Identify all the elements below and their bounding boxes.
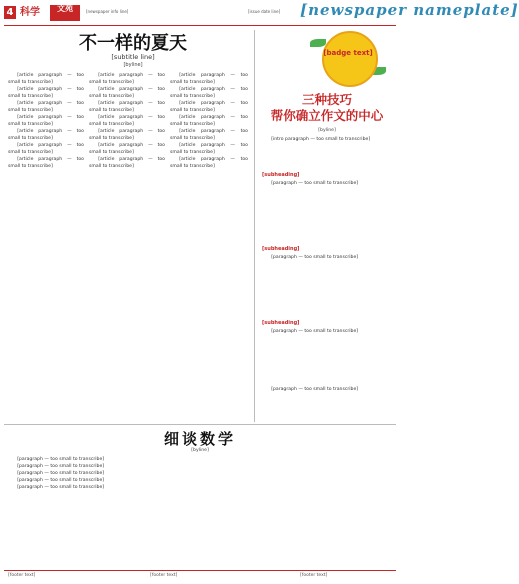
bottom-article-byline: [byline] xyxy=(191,448,209,453)
subheading-3: [subheading] xyxy=(262,320,300,326)
header-rule xyxy=(4,25,396,26)
column-divider xyxy=(254,30,255,422)
paragraph: [article paragraph — too small to transcribe] xyxy=(8,101,84,113)
bottom-article-title: 细谈数学 xyxy=(163,430,236,448)
paragraph: [paragraph — too small to transcribe] xyxy=(17,457,105,462)
paragraph: [article paragraph — too small to transcribe] xyxy=(8,143,84,155)
paragraph: [article paragraph — too small to transcribe] xyxy=(170,87,248,99)
paragraph: [paragraph — too small to transcribe] xyxy=(17,464,105,469)
article-subtitle: [subtitle line] xyxy=(111,53,155,61)
section-tag: 文苑 xyxy=(50,5,80,21)
paragraph: [article paragraph — too small to transcribe] xyxy=(89,73,165,85)
badge-label: [badge text] xyxy=(323,49,373,57)
right-article-byline: [byline] xyxy=(318,128,336,133)
paragraph: [article paragraph — too small to transcribe] xyxy=(89,115,165,127)
paragraph: [article paragraph — too small to transcribe] xyxy=(170,73,248,85)
paragraph: [article paragraph — too small to transcribe] xyxy=(170,143,248,155)
right-para-3 xyxy=(262,328,392,384)
article-title: 不一样的夏天 xyxy=(79,33,187,54)
title-line-2: 帮你确立作文的中心 xyxy=(270,108,384,123)
badge-disc xyxy=(322,31,378,87)
article-byline: [byline] xyxy=(123,62,143,68)
paragraph: [paragraph — too small to transcribe] xyxy=(271,255,359,260)
article-column-3 xyxy=(170,72,248,418)
section-label: 科学 xyxy=(20,7,40,18)
paragraph: [article paragraph — too small to transcribe] xyxy=(8,73,84,85)
header-date: [issue date line] xyxy=(248,9,281,14)
title-line-1: 三种技巧 xyxy=(301,92,352,107)
subheading-1: [subheading] xyxy=(262,172,300,178)
feature-badge xyxy=(300,29,396,89)
paragraph: [paragraph — too small to transcribe] xyxy=(271,387,359,392)
footer-rule xyxy=(4,570,396,571)
footer-left: [footer text] xyxy=(8,573,36,578)
paragraph: [article paragraph — too small to transcribe] xyxy=(8,87,84,99)
page-header xyxy=(0,0,519,27)
article-column-1 xyxy=(8,72,84,418)
leaf-decoration xyxy=(310,39,326,47)
paragraph: [paragraph — too small to transcribe] xyxy=(17,485,105,490)
article-column-2 xyxy=(89,72,165,418)
paragraph: [paragraph — too small to transcribe] xyxy=(17,478,105,483)
paragraph: [intro paragraph — too small to transcribe] xyxy=(271,137,371,142)
paragraph: [paragraph — too small to transcribe] xyxy=(17,471,105,476)
right-article-title xyxy=(262,92,392,124)
footer-right: [footer text] xyxy=(300,573,328,578)
header-info: [newspaper info line] xyxy=(86,9,129,14)
paragraph: [article paragraph — too small to transcribe] xyxy=(170,129,248,141)
right-intro xyxy=(262,136,392,170)
paragraph: [article paragraph — too small to transcribe] xyxy=(170,101,248,113)
paragraph: [article paragraph — too small to transcribe] xyxy=(89,129,165,141)
right-para-4 xyxy=(262,386,392,420)
paragraph: [article paragraph — too small to transcribe] xyxy=(89,143,165,155)
bottom-article-body xyxy=(8,456,392,566)
subheading-2: [subheading] xyxy=(262,246,300,252)
right-para-1 xyxy=(262,180,392,244)
paragraph: [paragraph — too small to transcribe] xyxy=(271,329,359,334)
paragraph: [article paragraph — too small to transcribe] xyxy=(8,115,84,127)
paragraph: [article paragraph — too small to transcribe] xyxy=(89,101,165,113)
section-divider xyxy=(4,424,396,425)
paragraph: [paragraph — too small to transcribe] xyxy=(271,181,359,186)
page-number: 4 xyxy=(4,6,16,19)
footer-center: [footer text] xyxy=(150,573,178,578)
newspaper-logo: [newspaper nameplate] xyxy=(300,1,519,19)
paragraph: [article paragraph — too small to transcribe] xyxy=(170,115,248,127)
paragraph: [article paragraph — too small to transcribe] xyxy=(89,157,165,169)
right-para-2 xyxy=(262,254,392,318)
paragraph: [article paragraph — too small to transcribe] xyxy=(8,157,84,169)
paragraph: [article paragraph — too small to transcribe] xyxy=(8,129,84,141)
paragraph: [article paragraph — too small to transcribe] xyxy=(170,157,248,169)
paragraph: [article paragraph — too small to transcribe] xyxy=(89,87,165,99)
